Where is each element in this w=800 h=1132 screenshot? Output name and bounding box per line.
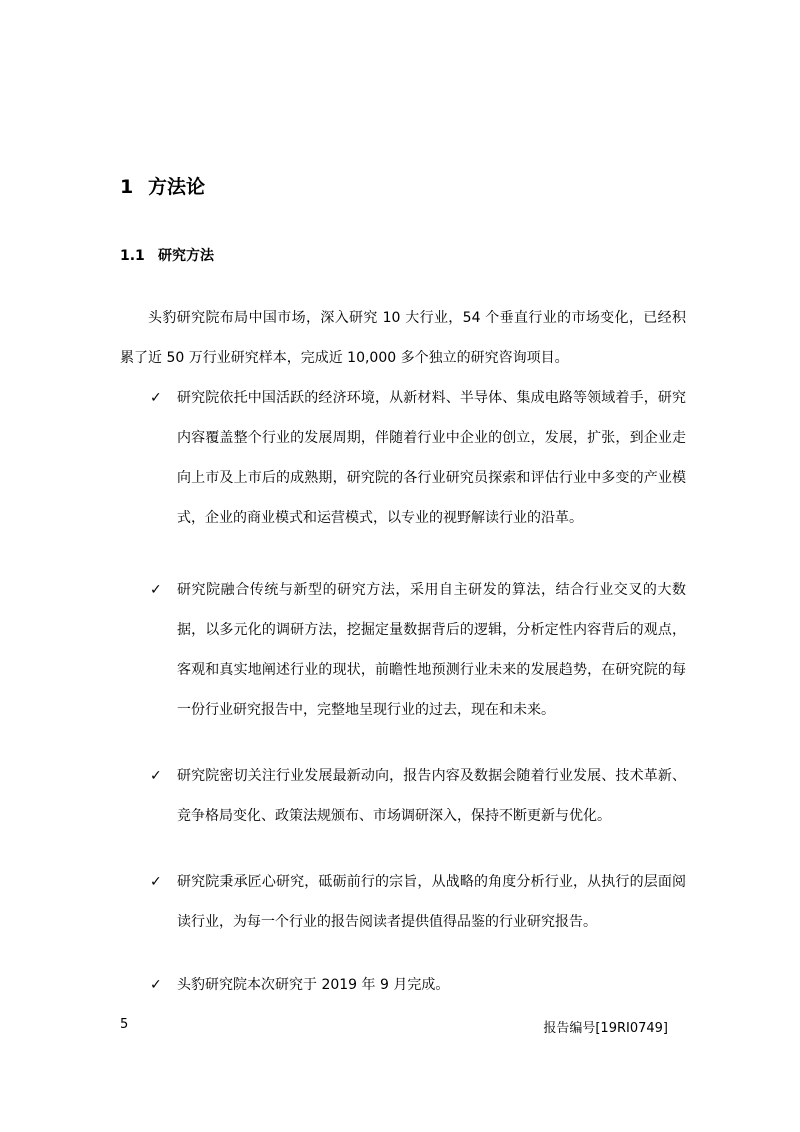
section-number: 1	[120, 176, 134, 198]
checkmark-icon: ✓	[150, 977, 162, 993]
checkmark-icon: ✓	[150, 582, 162, 598]
checkmark-icon: ✓	[150, 390, 162, 406]
bullet-text: 研究院融合传统与新型的研究方法，采用自主研发的算法，结合行业交叉的大数据，以多元化的调研方法，挖掘定量数据背后的逻辑，分析定性内容背后的观点，客观和真实地阐述行业的现状，前瞻性地预测行业未来的发展趋势，在研究院的每一份行业研究报告中，完整地呈现行业的过去，现在和未来。	[177, 582, 686, 718]
subsection-number: 1.1	[120, 248, 145, 264]
bullet-text: 研究院秉承匠心研究，砥砺前行的宗旨，从战略的角度分析行业，从执行的层面阅读行业，为每一个行业的报告阅读者提供值得品鉴的行业研究报告。	[177, 874, 686, 930]
intro-line-2: 累了近 50 万行业研究样本，完成近 10,000 多个独立的研究咨询项目。	[120, 350, 569, 366]
bullet-item	[150, 378, 686, 538]
intro-paragraph	[120, 298, 686, 378]
intro-line-1: 头豹研究院布局中国市场，深入研究 10 大行业，54 个垂直行业的市场变化，已经积	[148, 310, 686, 326]
subsection-title: 研究方法	[158, 248, 214, 264]
subsection-heading	[120, 245, 214, 265]
checkmark-icon: ✓	[150, 874, 162, 890]
bullet-item	[150, 756, 686, 836]
section-title: 方法论	[148, 176, 206, 198]
page-number: 5	[120, 1017, 129, 1032]
bullet-text: 研究院依托中国活跃的经济环境，从新材料、半导体、集成电路等领域着手，研究内容覆盖整个行业的发展周期，伴随着行业中企业的创立，发展，扩张，到企业走向上市及上市后的成熟期，研究院的各行业研究员探索和评估行业中多变的产业模式，企业的商业模式和运营模式，以专业的视野解读行业的沿革。	[177, 390, 686, 526]
bullet-item	[150, 570, 686, 730]
bullet-item	[150, 862, 686, 942]
checkmark-icon: ✓	[150, 768, 162, 784]
bullet-item	[150, 965, 686, 1005]
bullet-text: 头豹研究院本次研究于 2019 年 9 月完成。	[177, 977, 450, 993]
section-heading	[120, 172, 205, 199]
report-code: 报告编号[19RI0749]	[543, 1021, 668, 1036]
bullet-text: 研究院密切关注行业发展最新动向，报告内容及数据会随着行业发展、技术革新、竞争格局变化、政策法规颁布、市场调研深入，保持不断更新与优化。	[177, 768, 686, 824]
